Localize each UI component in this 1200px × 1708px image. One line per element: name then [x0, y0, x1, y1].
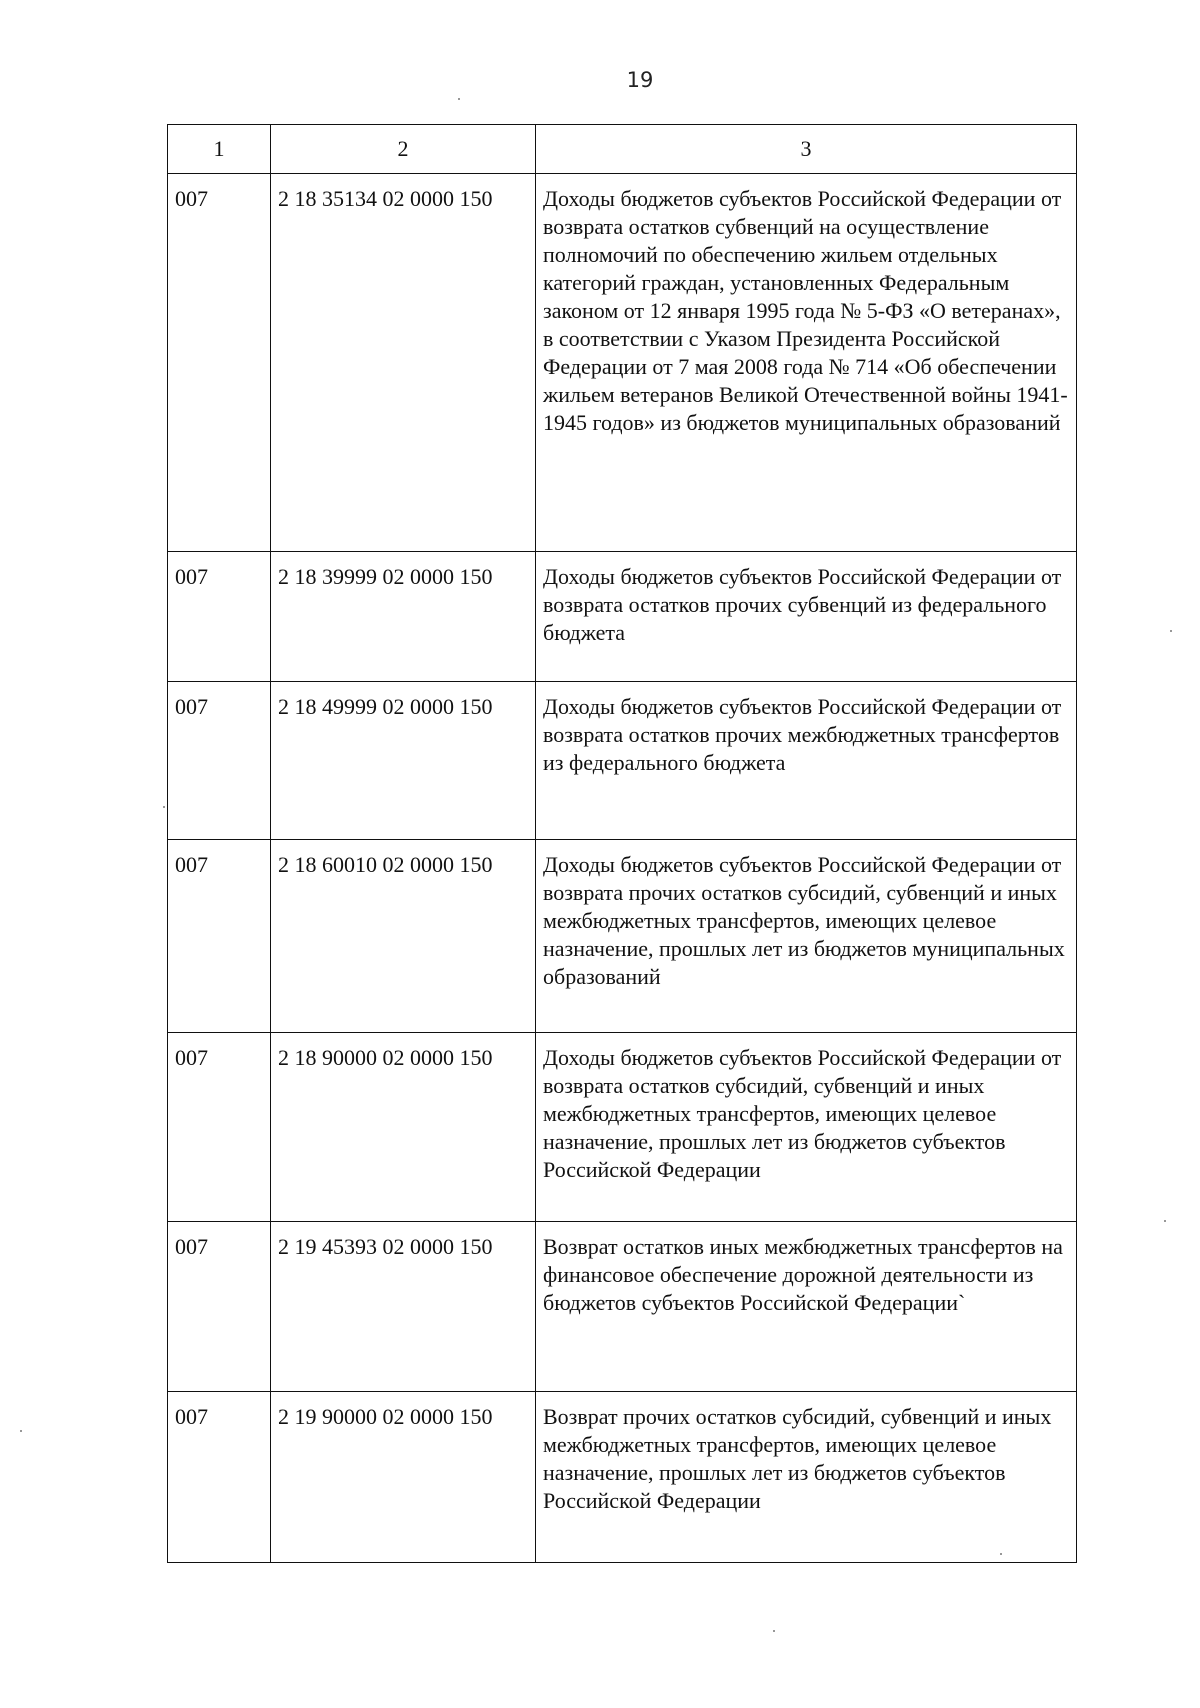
- header-cell-1: 1: [168, 125, 271, 174]
- budget-code-cell: 2 18 39999 02 0000 150: [271, 552, 536, 682]
- description-cell: Доходы бюджетов субъектов Российской Федерации от возврата остатков прочих субвенций из федерального бюджета: [536, 552, 1077, 682]
- admin-code-cell: 007: [168, 840, 271, 1033]
- description-cell: Доходы бюджетов субъектов Российской Федерации от возврата остатков прочих межбюджетных трансфертов из федерального бюджета: [536, 682, 1077, 840]
- table-row: [168, 1392, 1077, 1563]
- budget-code-cell: 2 19 90000 02 0000 150: [271, 1392, 536, 1563]
- admin-code-cell: 007: [168, 1392, 271, 1563]
- admin-code-cell: 007: [168, 1222, 271, 1392]
- description-cell: Доходы бюджетов субъектов Российской Федерации от возврата остатков субсидий, субвенций и иных межбюджетных трансфертов, имеющих целевое назначение, прошлых лет из бюджетов субъектов Российской Федерации: [536, 1033, 1077, 1222]
- table-row: [168, 174, 1077, 552]
- scan-speck: [20, 1430, 22, 1432]
- scan-speck: [1000, 1553, 1002, 1555]
- budget-code-cell: 2 19 45393 02 0000 150: [271, 1222, 536, 1392]
- description-cell: Доходы бюджетов субъектов Российской Федерации от возврата остатков субвенций на осуществление полномочий по обеспечению жильем отдельных категорий граждан, установленных Федеральным законом от 12 января 1995 года № 5-ФЗ «О ветеранах», в соответствии с Указом Президента Российской Федерации от 7 мая 2008 года № 714 «Об обеспечении жильем ветеранов Великой Отечественной войны 1941-1945 годов» из бюджетов муниципальных образований: [536, 174, 1077, 552]
- admin-code-cell: 007: [168, 682, 271, 840]
- table-header-row: [168, 125, 1077, 174]
- admin-code-cell: 007: [168, 174, 271, 552]
- page-number: 19: [626, 68, 654, 92]
- description-cell: Возврат прочих остатков субсидий, субвенций и иных межбюджетных трансфертов, имеющих целевое назначение, прошлых лет из бюджетов субъектов Российской Федерации: [536, 1392, 1077, 1563]
- table-row: [168, 1033, 1077, 1222]
- scan-speck: [163, 806, 165, 808]
- table-row: [168, 682, 1077, 840]
- budget-codes-table: [167, 124, 1077, 1563]
- scan-speck: [1164, 1220, 1166, 1222]
- table-row: [168, 1222, 1077, 1392]
- budget-code-cell: 2 18 90000 02 0000 150: [271, 1033, 536, 1222]
- header-cell-2: 2: [271, 125, 536, 174]
- description-cell: Доходы бюджетов субъектов Российской Федерации от возврата прочих остатков субсидий, субвенций и иных межбюджетных трансфертов, имеющих целевое назначение, прошлых лет из бюджетов муниципальных образований: [536, 840, 1077, 1033]
- budget-code-cell: 2 18 35134 02 0000 150: [271, 174, 536, 552]
- admin-code-cell: 007: [168, 1033, 271, 1222]
- scan-speck: [773, 1630, 775, 1632]
- description-cell: Возврат остатков иных межбюджетных трансфертов на финансовое обеспечение дорожной деятельности из бюджетов субъектов Российской Федерации`: [536, 1222, 1077, 1392]
- header-cell-3: 3: [536, 125, 1077, 174]
- budget-code-cell: 2 18 49999 02 0000 150: [271, 682, 536, 840]
- table-row: [168, 840, 1077, 1033]
- scan-speck: [458, 98, 460, 100]
- table-row: [168, 552, 1077, 682]
- admin-code-cell: 007: [168, 552, 271, 682]
- scan-speck: [1170, 630, 1172, 632]
- budget-code-cell: 2 18 60010 02 0000 150: [271, 840, 536, 1033]
